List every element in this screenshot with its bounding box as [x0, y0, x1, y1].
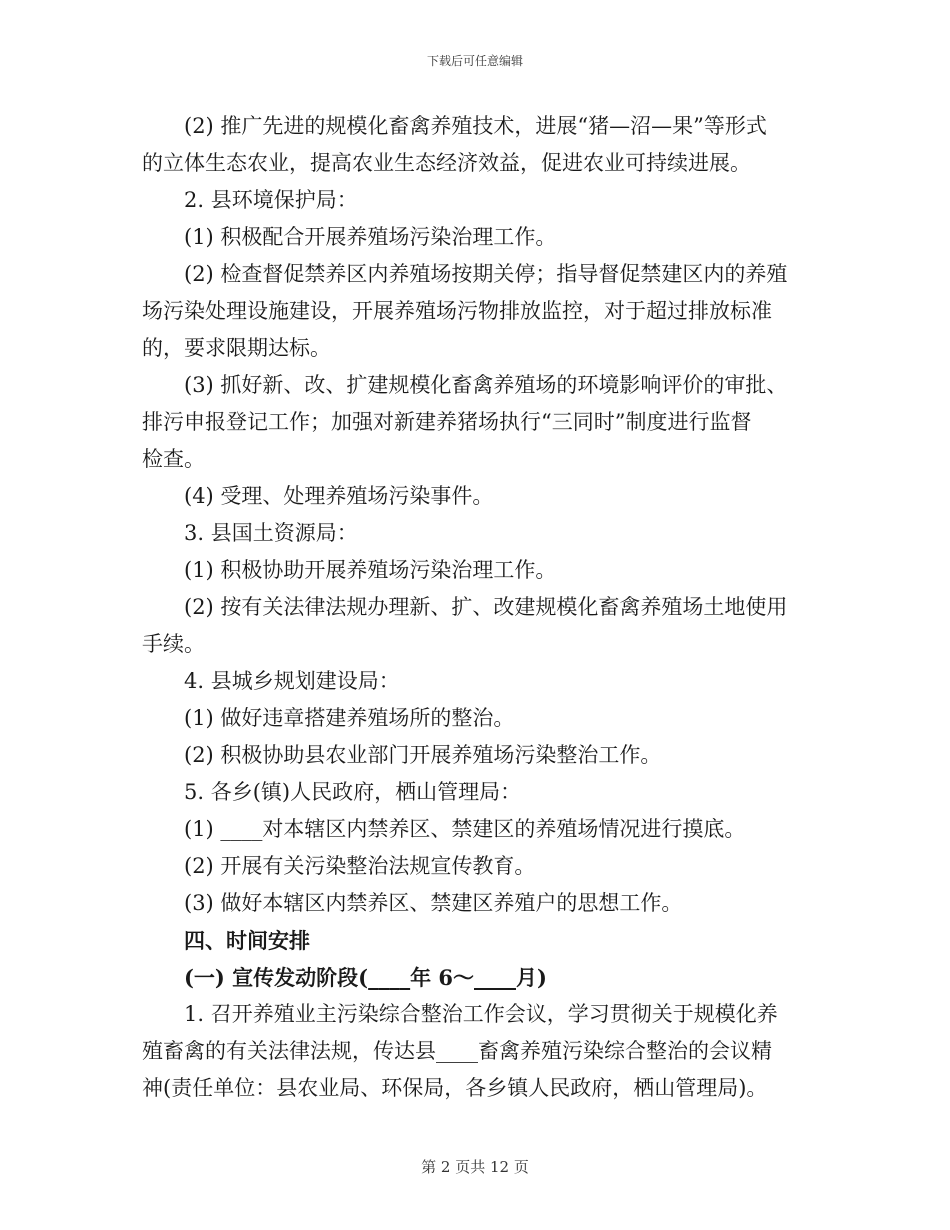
line: 4. 县城乡规划建设局：: [184, 669, 400, 693]
line: (3) 抓好新、改、扩建规模化畜禽养殖场的环境影响评价的审批、: [184, 373, 788, 397]
line: (2) 按有关法律法规办理新、扩、改建规模化畜禽养殖场土地使用: [184, 595, 788, 619]
line: 场污染处理设施建设，开展养殖场污物排放监控，对于超过排放标准: [142, 299, 772, 323]
line: (2) 推广先进的规模化畜禽养殖技术，进展“猪—沼—果”等形式: [184, 114, 767, 138]
line: (2) 开展有关污染整治法规宣传教育。: [184, 854, 536, 878]
line: 检查。: [142, 447, 205, 471]
line: (1) 做好违章搭建养殖场所的整治。: [184, 706, 515, 730]
line: (2) 检查督促禁养区内养殖场按期关停；指导督促禁建区内的养殖: [184, 262, 788, 286]
line: (2) 积极协助县农业部门开展养殖场污染整治工作。: [184, 743, 662, 767]
line: 殖畜禽的有关法律法规，传达县____畜禽养殖污染综合整治的会议精: [142, 1039, 772, 1063]
line: 3. 县国土资源局：: [184, 521, 358, 545]
line: 神(责任单位：县农业局、环保局，各乡镇人民政府，栖山管理局)。: [142, 1076, 768, 1100]
line: 的立体生态农业，提高农业生态经济效益，促进农业可持续进展。: [142, 151, 751, 175]
line: 2. 县环境保护局：: [184, 188, 358, 212]
line: 手续。: [142, 632, 205, 656]
line: (4) 受理、处理养殖场污染事件。: [184, 484, 494, 508]
document-body: [142, 108, 814, 1107]
subsection-heading: (一) 宣传发动阶段(____年 6～____月): [184, 965, 547, 990]
line: 5. 各乡(镇)人民政府，栖山管理局：: [184, 780, 522, 804]
page-footer: 第 2 页共 12 页: [421, 1158, 529, 1176]
line: 排污申报登记工作；加强对新建养猪场执行“三同时”制度进行监督: [142, 410, 752, 434]
line: (1) ____对本辖区内禁养区、禁建区的养殖场情况进行摸底。: [184, 817, 746, 841]
section-heading: 四、时间安排: [184, 928, 310, 953]
page-header: 下载后可任意编辑: [426, 54, 523, 68]
line: 的，要求限期达标。: [142, 336, 331, 360]
line: (1) 积极协助开展养殖场污染治理工作。: [184, 558, 557, 582]
line: (1) 积极配合开展养殖场污染治理工作。: [184, 225, 557, 249]
line: 1. 召开养殖业主污染综合整治工作会议，学习贯彻关于规模化养: [184, 1002, 778, 1026]
line: (3) 做好本辖区内禁养区、禁建区养殖户的思想工作。: [184, 891, 683, 915]
